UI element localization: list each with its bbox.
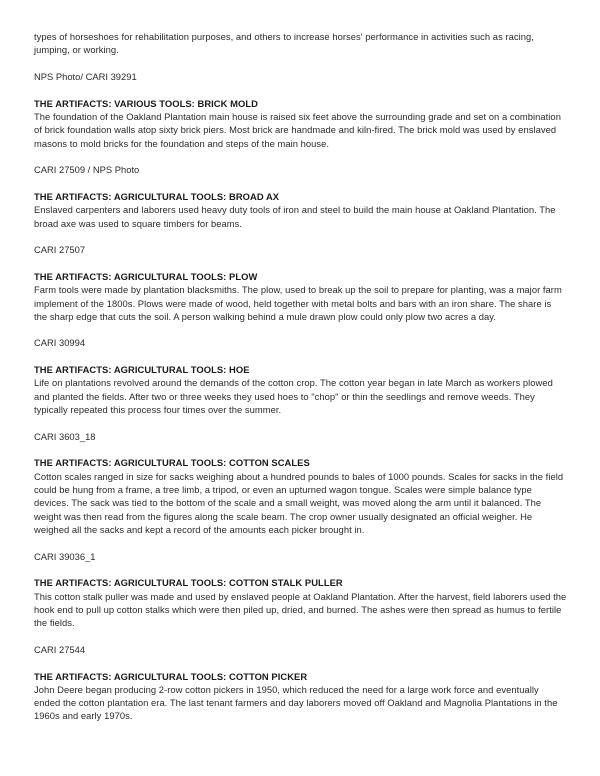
section-body: Farm tools were made by plantation blacksmiths. The plow, used to break up the soil to prepare for planting, was a major farm implement of the 1800s. Plows were made of wood, held together with metal bolts and bars with an iron share. The share is the sharp edge that cuts the soil. A person walking behind a mule drawn plow could only plow two acres a day. [34, 284, 562, 322]
section-credit: CARI 27544 [34, 643, 86, 655]
artifact-section [34, 190, 567, 257]
section-heading: THE ARTIFACTS: AGRICULTURAL TOOLS: COTTON SCALES [34, 457, 310, 469]
intro-photo-credit: NPS Photo/ CARI 39291 [34, 70, 137, 82]
artifact-section [34, 456, 567, 562]
artifact-section [34, 363, 567, 443]
spacer [34, 563, 567, 576]
spacer [34, 443, 567, 456]
artifact-section [34, 670, 567, 723]
section-credit: CARI 27507 [34, 244, 86, 256]
document-body [34, 30, 567, 723]
spacer [34, 629, 567, 642]
section-body: John Deere began producing 2-row cotton pickers in 1950, which reduced the need for a large work force and eventually ended the cotton plantation era. The last tenant farmers and day laborers moved off Oakland and Magnolia Plantations in the 1960s and early 1970s. [34, 683, 558, 722]
section-heading: THE ARTIFACTS: VARIOUS TOOLS: BRICK MOLD [34, 97, 258, 109]
section-heading: THE ARTIFACTS: AGRICULTURAL TOOLS: HOE [34, 364, 250, 376]
section-body: Cotton scales ranged in size for sacks weighing about a hundred pounds to bales of 1000 pounds. Scales for sacks in the field could be hung from a frame, a tree limb, a tripod, or even an upturned wagon tongue. Scales were simple balance type devices. The sack was tied to the bottom of the scale and a small weight, was moved along the arm until it balanced. The weight was then read from the figures along the scale beam. The crop owner usually designated an official weigher. He weighed all the sacks and kept a record of the amounts each picker brought in. [34, 470, 564, 535]
intro-paragraph: types of horseshoes for rehabilitation purposes, and others to increase horses' performance in activities such as racing, jumping, or working. [34, 31, 534, 56]
spacer [34, 150, 567, 163]
section-credit: CARI 39036_1 [34, 550, 96, 562]
spacer [34, 536, 567, 549]
section-heading: THE ARTIFACTS: AGRICULTURAL TOOLS: COTTON STALK PULLER [34, 577, 343, 589]
spacer [34, 177, 567, 190]
section-body: This cotton stalk puller was made and used by enslaved people at Oakland Plantation. After the harvest, field laborers used the hook end to pull up cotton stalks which were then piled up, dried, and burned. The ashes were then spread as humus to fertile the fields. [34, 590, 567, 629]
spacer [34, 57, 567, 70]
section-credit: CARI 3603_18 [34, 430, 96, 442]
section-credit: CARI 27509 / NPS Photo [34, 164, 140, 176]
spacer [34, 230, 567, 243]
section-credit: CARI 30994 [34, 337, 86, 349]
section-body: Enslaved carpenters and laborers used heavy duty tools of iron and steel to build the main house at Oakland Plantation. The broad axe was used to square timbers for beams. [34, 204, 556, 229]
spacer [34, 323, 567, 336]
artifact-section [34, 97, 567, 177]
section-heading: THE ARTIFACTS: AGRICULTURAL TOOLS: BROAD AX [34, 190, 280, 202]
spacer [34, 656, 567, 669]
section-heading: THE ARTIFACTS: AGRICULTURAL TOOLS: PLOW [34, 270, 258, 282]
spacer [34, 350, 567, 363]
section-body: The foundation of the Oakland Plantation main house is raised six feet above the surrounding grade and set on a combination of brick foundation walls atop sixty brick piers. Most brick are handmade and kiln-fired. The brick mold was used by enslaved masons to mold bricks for the foundation and steps of the main house. [34, 110, 561, 149]
artifact-section [34, 270, 567, 350]
section-heading: THE ARTIFACTS: AGRICULTURAL TOOLS: COTTON PICKER [34, 670, 308, 682]
spacer [34, 83, 567, 96]
artifact-section [34, 576, 567, 656]
section-body: Life on plantations revolved around the demands of the cotton crop. The cotton year began in late March as workers plowed and planted the fields. After two or three weeks they used hoes to "chop" or thin the seedlings and remove weeds. They typically repeated this process four times over the summer. [34, 377, 553, 416]
spacer [34, 416, 567, 429]
spacer [34, 257, 567, 270]
